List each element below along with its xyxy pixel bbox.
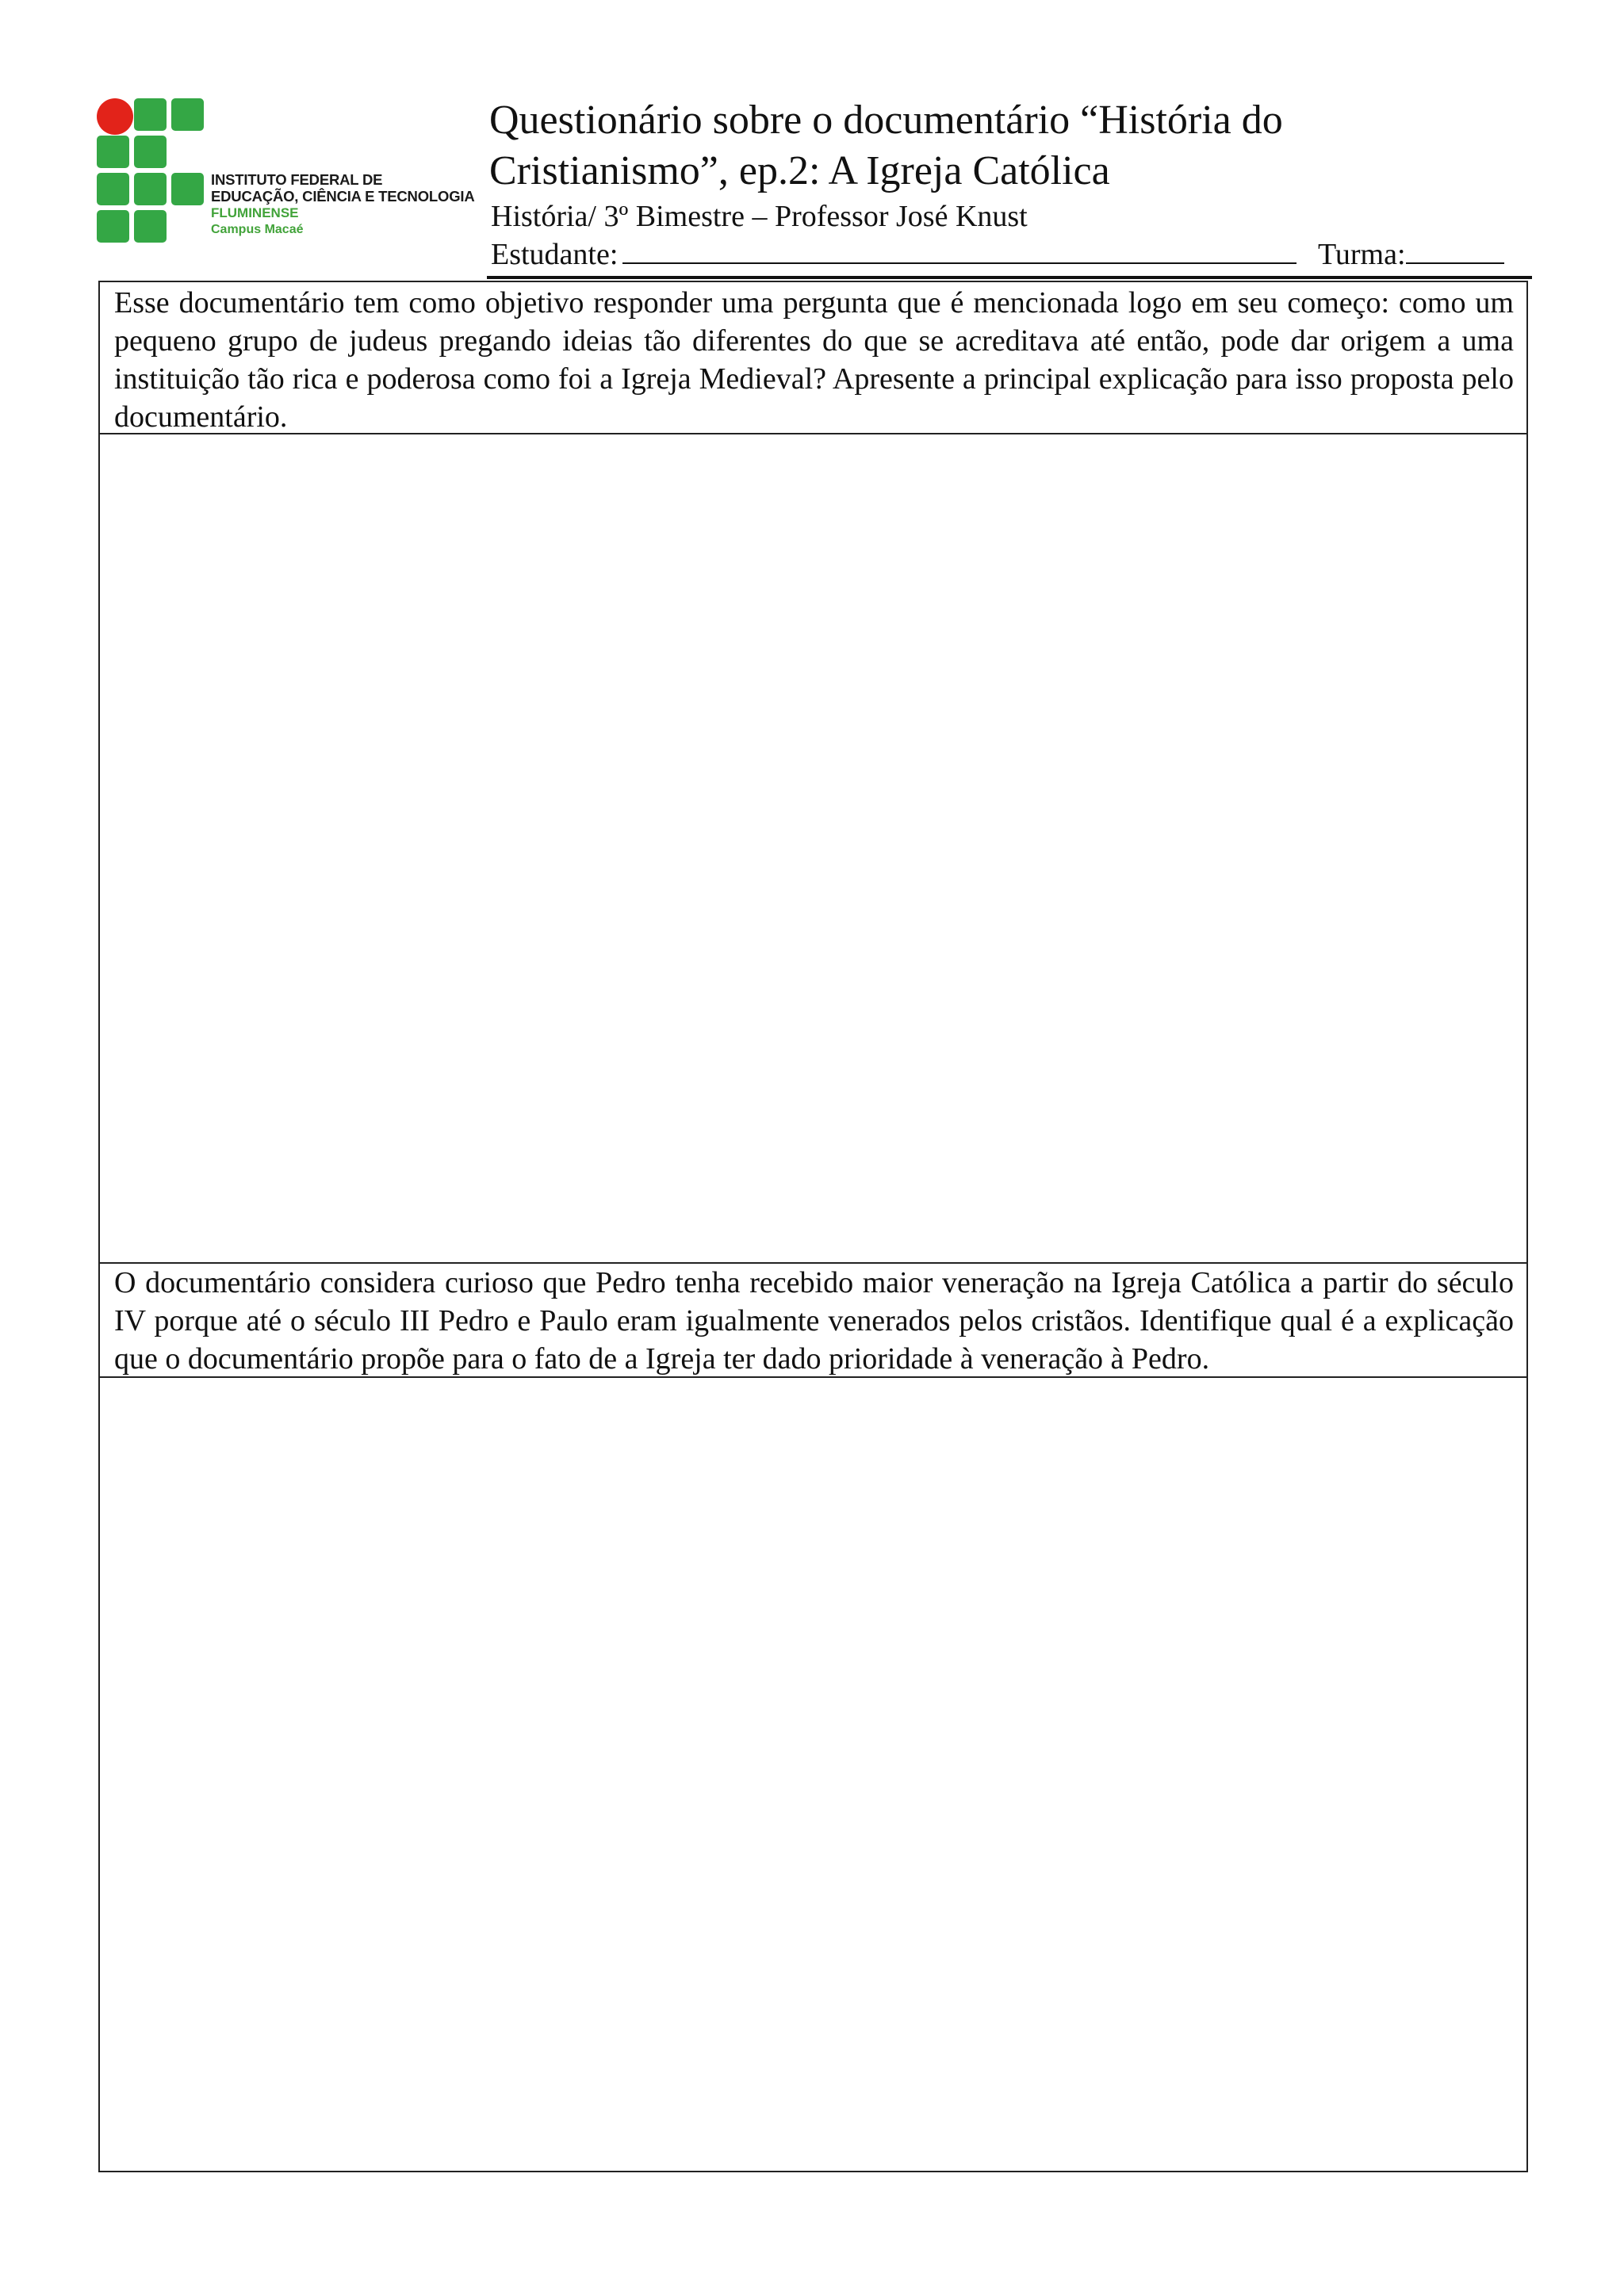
student-info-line (491, 235, 1531, 274)
logo-square (97, 173, 129, 205)
logo-square (134, 136, 167, 168)
logo-square (171, 173, 204, 205)
questions-table (98, 281, 1528, 2172)
logo-line-campus: Campus Macaé (211, 223, 304, 236)
question-1-text: Esse documentário tem como objetivo responder uma pergunta que é mencionada logo em seu começo: como um pequeno grupo de judeus pregando ideias tão diferentes do que se acreditava até então, pode dar origem a uma instituição tão rica e poderosa como foi a Igreja Medieval? Apresente a principal explicação para isso proposta pelo documentário. (114, 286, 1514, 434)
institution-logo (97, 98, 475, 249)
logo-square (171, 98, 204, 131)
answer-2-area[interactable] (100, 1378, 1526, 2171)
class-field[interactable] (1406, 235, 1504, 264)
logo-square (97, 210, 129, 243)
class-field-group (1318, 235, 1504, 274)
logo-line-institute: INSTITUTO FEDERAL DE (211, 171, 383, 188)
logo-square (134, 210, 167, 243)
student-name-field[interactable] (622, 235, 1297, 264)
course-subtitle: História/ 3º Bimestre – Professor José Knust (491, 200, 1028, 233)
class-label: Turma: (1318, 238, 1406, 271)
logo-square (97, 136, 129, 168)
page-title: Questionário sobre o documentário “História do Cristianismo”, ep.2: A Igreja Católica (489, 98, 1283, 193)
logo-red-circle (97, 98, 133, 135)
logo-line-education: EDUCAÇÃO, CIÊNCIA E TECNOLOGIA (211, 188, 475, 205)
logo-square (134, 98, 167, 131)
logo-square (134, 173, 167, 205)
logo-line-fluminense: FLUMINENSE (211, 205, 299, 220)
logo-grid-icon (97, 98, 208, 249)
header-rule (487, 276, 1532, 279)
student-label: Estudante: (491, 238, 619, 271)
question-2-text: O documentário considera curioso que Pedro tenha recebido maior veneração na Igreja Católica a partir do século IV porque até o século III Pedro e Paulo eram igualmente venerados pelos cristãos. Identifique qual é a explicação que o documentário propõe para o fato de a Igreja ter dado prioridade à veneração à Pedro. (114, 1266, 1514, 1376)
logo-text (211, 171, 475, 238)
answer-1-area[interactable] (100, 434, 1526, 1262)
